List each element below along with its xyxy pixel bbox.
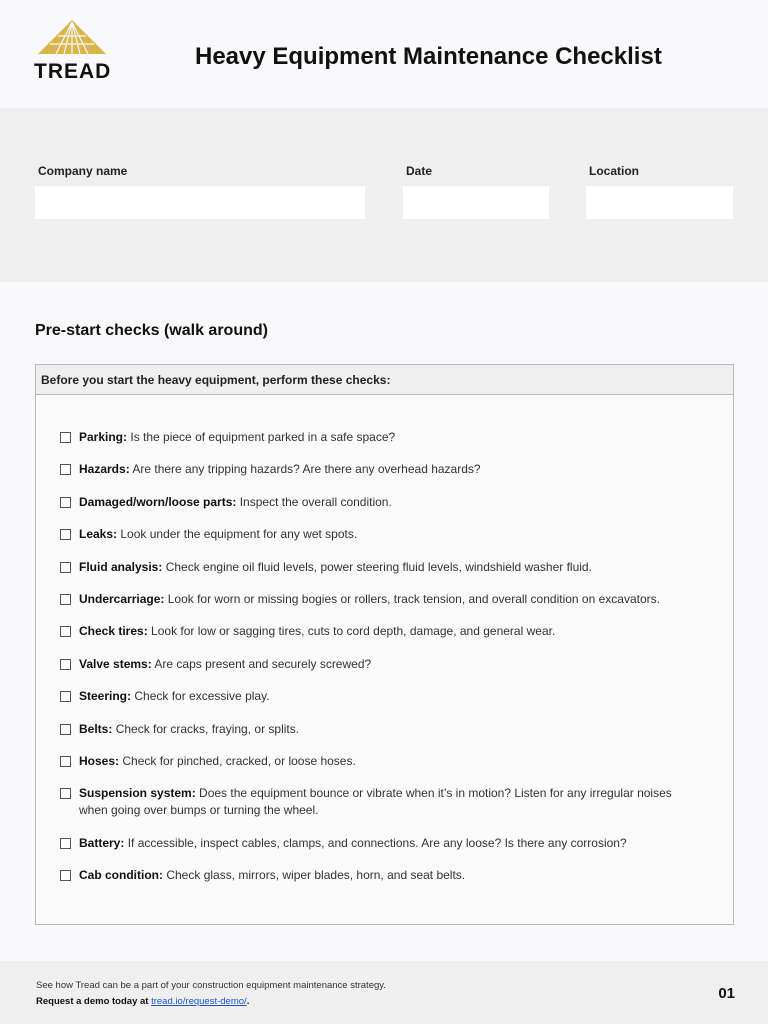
- page-number: 01: [718, 985, 735, 1002]
- checklist-item: [36, 656, 733, 673]
- checkbox[interactable]: [60, 756, 71, 767]
- request-demo-link[interactable]: tread.io/request-demo/: [151, 996, 247, 1007]
- checkbox[interactable]: [60, 788, 71, 799]
- checklist-item-text: Check glass, mirrors, wiper blades, horn, and seat belts.: [166, 868, 466, 883]
- checklist-item-label: Steering:: [79, 689, 132, 704]
- checkbox[interactable]: [60, 497, 71, 508]
- checklist-item: [36, 494, 733, 511]
- details-form: [0, 108, 768, 282]
- checklist-item: [36, 835, 733, 852]
- checklist-item-text: Is the piece of equipment parked in a safe space?: [130, 430, 396, 444]
- logo-wordmark: TREAD: [34, 60, 112, 83]
- page-title: Heavy Equipment Maintenance Checklist: [195, 43, 662, 70]
- mountain-logo-icon: [38, 20, 106, 54]
- checkbox[interactable]: [60, 529, 71, 540]
- checklist-item-text: Check engine oil fluid levels, power steering fluid levels, windshield washer fluid.: [165, 559, 592, 574]
- checklist-item-label: Undercarriage:: [79, 591, 165, 606]
- checklist-item: [36, 753, 733, 770]
- checklist-item: [36, 461, 733, 478]
- checklist-item: [36, 785, 733, 819]
- checklist-item-label: Belts:: [79, 721, 113, 736]
- checklist-item-text: Does the equipment bounce or vibrate when it’s in motion? Listen for any irregular noises when going over bumps or turning the wheel.: [79, 786, 672, 818]
- company-name-label: Company name: [38, 164, 128, 178]
- checklist-item-label: Damaged/worn/loose parts:: [79, 494, 237, 509]
- checklist-item-label: Battery:: [79, 835, 125, 850]
- page-footer: [0, 961, 768, 1024]
- checklist-item-text: Check for excessive play.: [134, 689, 270, 704]
- date-label: Date: [406, 164, 433, 178]
- checklist-item-text: Check for pinched, cracked, or loose hoses.: [122, 753, 356, 768]
- checklist-item: [36, 429, 733, 446]
- checklist-item-text: Are there any tripping hazards? Are there any overhead hazards?: [132, 462, 481, 477]
- date-field[interactable]: [403, 186, 549, 219]
- checkbox[interactable]: [60, 464, 71, 475]
- page-header: [0, 0, 768, 107]
- checklist-item-text: Look for worn or missing bogies or rollers, track tension, and overall condition on excavators.: [167, 591, 660, 606]
- checklist-item-label: Leaks:: [79, 527, 118, 542]
- company-name-field[interactable]: [35, 186, 365, 219]
- checklist-item: [36, 721, 733, 738]
- checkbox[interactable]: [60, 659, 71, 670]
- checklist-item-label: Fluid analysis:: [79, 559, 163, 574]
- checklist-item-text: If accessible, inspect cables, clamps, and connections. Are any loose? Is there any corrosion?: [127, 835, 627, 850]
- checklist-item: [36, 688, 733, 705]
- checkbox[interactable]: [60, 870, 71, 881]
- checklist-intro: Before you start the heavy equipment, perform these checks:: [36, 365, 733, 395]
- footer-promo-text: See how Tread can be a part of your construction equipment maintenance strategy.: [36, 980, 386, 991]
- footer-demo-text: [36, 996, 249, 1007]
- checklist-item: [36, 526, 733, 543]
- checkbox[interactable]: [60, 562, 71, 573]
- checkbox[interactable]: [60, 626, 71, 637]
- checklist-item: [36, 867, 733, 884]
- tread-logo: [32, 20, 114, 84]
- checklist-item: [36, 591, 733, 608]
- checklist-item-label: Suspension system:: [79, 786, 196, 801]
- checkbox[interactable]: [60, 838, 71, 849]
- checklist-item-text: Look for low or sagging tires, cuts to cord depth, damage, and general wear.: [151, 624, 556, 639]
- checklist-item-label: Valve stems:: [79, 656, 152, 671]
- location-label: Location: [589, 164, 639, 178]
- checkbox[interactable]: [60, 432, 71, 443]
- checkbox[interactable]: [60, 691, 71, 702]
- footer-demo-suffix: .: [246, 996, 250, 1007]
- section-title: Pre-start checks (walk around): [35, 322, 268, 339]
- footer-demo-prefix: Request a demo today at: [36, 996, 152, 1007]
- checklist-item: [36, 623, 733, 640]
- checklist: [36, 429, 733, 899]
- checklist-panel: [35, 364, 734, 925]
- location-field[interactable]: [586, 186, 733, 219]
- checkbox[interactable]: [60, 594, 71, 605]
- checklist-item-label: Parking:: [79, 430, 128, 444]
- checklist-item: [36, 559, 733, 576]
- checklist-item-text: Inspect the overall condition.: [239, 494, 392, 509]
- checklist-item-label: Check tires:: [79, 624, 148, 639]
- checklist-item-label: Hoses:: [79, 753, 120, 768]
- checklist-item-text: Look under the equipment for any wet spots.: [120, 527, 358, 542]
- checklist-item-label: Cab condition:: [79, 868, 163, 883]
- checklist-item-text: Are caps present and securely screwed?: [154, 656, 372, 671]
- checkbox[interactable]: [60, 724, 71, 735]
- checklist-item-label: Hazards:: [79, 462, 130, 477]
- checklist-item-text: Check for cracks, fraying, or splits.: [115, 721, 300, 736]
